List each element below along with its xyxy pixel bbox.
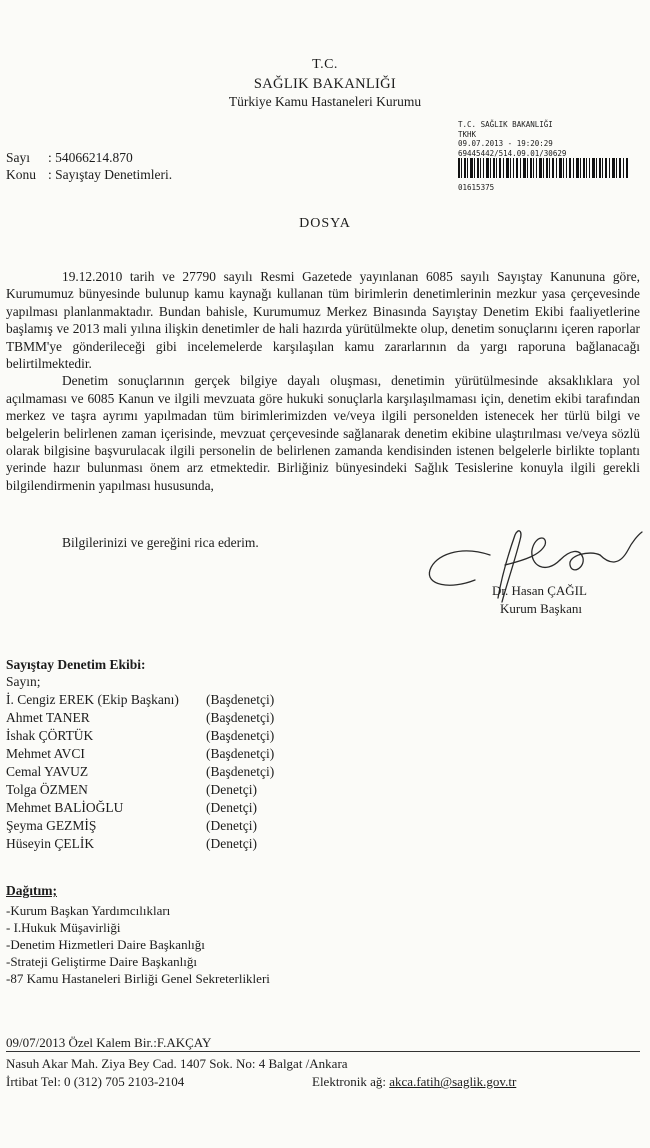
- member-role: (Başdenetçi): [206, 710, 275, 725]
- stamp-line-2: TKHK: [458, 129, 477, 139]
- member-name: İshak ÇÖRTÜK: [6, 728, 94, 743]
- footer-address: Nasuh Akar Mah. Ziya Bey Cad. 1407 Sok. No: 4 Balgat /Ankara: [6, 1056, 348, 1071]
- email-link[interactable]: akca.fatih@saglik.gov.tr: [389, 1074, 517, 1089]
- member-role: (Denetçi): [206, 836, 257, 851]
- member-role: (Başdenetçi): [206, 692, 275, 707]
- konu-value: : Sayıştay Denetimleri.: [48, 167, 173, 182]
- barcode-number: 01615375: [458, 183, 495, 192]
- body-paragraph-1: 19.12.2010 tarih ve 27790 sayılı Resmi Gazetede yayınlanan 6085 sayılı Sayıştay Kanununa göre, Kurumumuz bünyesinde bulunup kamu kaynağı kullanan tüm birimlerin denetimlerinin mezkur yasa çerçevesinde yapılması planlanmaktadır. Bundan bahisle, Kurumumuz Merkez Binasında Sayıştay Denetim Ekibi faaliyetlerine başlamış ve 2013 mali yılına ilişkin denetimler de hali hazırda yürütülmekte olup, denetim sonuçlarını içeren raporlar TBMM'ye gönderileceği gibi incelemelerde karşılaşılan kamu zararlarının da yargı raporuna bağlanacağı belirtilmektedir.: [6, 269, 640, 372]
- body-paragraph-2: Denetim sonuçlarının gerçek bilgiye dayalı oluşması, denetimin yürütülmesinde aksaklıklara yol açılmaması ve 6085 Kanun ve ilgili mevzuata göre hukuki sonuçlarla karşılaşılmaması için, denetim ekibi tarafından merkez ve taşra ayrımı yapılmadan tüm birimlerimizden ve/veya ilgili personelden istenecek her türlü bilgi ve belgelerin belirlenen zaman içerisinde, mevzuat çerçevesinde sağlanarak denetim ekibine ulaştırılması ve/veya sözlü olarak bilgisine başvurulacak ilgili personelin de belirlenen zamanda kendisinden istenen belgelerle birlikte toplantı yerinde hazır bulunması önem arz etmektedir. Birliğiniz bünyesindeki Sağlık Tesislerine konuyla ilgili gerekli bilgilendirmenin yapılması hususunda,: [6, 373, 640, 493]
- konu-row: [6, 167, 172, 183]
- member-role: (Başdenetçi): [206, 746, 275, 761]
- barcode: [458, 158, 628, 178]
- distribution-title: Dağıtım;: [6, 883, 57, 898]
- stamp-line-1: T.C. SAĞLIK BAKANLIĞI: [458, 120, 553, 129]
- distribution-item: - I.Hukuk Müşavirliği: [6, 920, 121, 935]
- distribution-item: -87 Kamu Hastaneleri Birliği Genel Sekreterlikleri: [6, 971, 270, 986]
- team-member: [6, 800, 306, 818]
- member-name: Mehmet BALİOĞLU: [6, 800, 124, 815]
- stamp-line-3: 09.07.2013 - 19:20:29: [458, 139, 553, 148]
- team-member: [6, 818, 306, 836]
- prepared-by: 09/07/2013 Özel Kalem Bir.:F.AKÇAY: [6, 1035, 212, 1050]
- team-member: [6, 836, 306, 854]
- member-name: Cemal YAVUZ: [6, 764, 89, 779]
- body-text: [6, 268, 640, 494]
- team-member: [6, 728, 306, 746]
- team-member: [6, 692, 306, 710]
- header-ministry: SAĞLIK BAKANLIĞI: [253, 76, 397, 92]
- member-name: Şeyma GEZMİŞ: [6, 818, 97, 833]
- distribution-item: -Kurum Başkan Yardımcılıkları: [6, 903, 171, 918]
- team-member: [6, 746, 306, 764]
- member-role: (Başdenetçi): [206, 728, 275, 743]
- stamp-line-4: 69445442/514.09.01/30629: [458, 148, 567, 158]
- sayi-row: [6, 150, 133, 166]
- header-tc: T.C.: [312, 57, 338, 72]
- signatory-title: Kurum Başkanı: [500, 601, 582, 616]
- konu-label: Konu: [6, 167, 36, 182]
- member-name: Ahmet TANER: [6, 710, 90, 725]
- member-role: (Denetçi): [206, 818, 257, 833]
- signatory-name: Dr. Hasan ÇAĞIL: [492, 583, 587, 598]
- registry-stamp: [458, 120, 566, 158]
- document-type: DOSYA: [299, 216, 351, 231]
- team-title: Sayıştay Denetim Ekibi:: [6, 657, 146, 672]
- team-member: [6, 782, 306, 800]
- footer-email-row: [312, 1074, 516, 1090]
- member-role: (Denetçi): [206, 800, 257, 815]
- distribution-item: -Denetim Hizmetleri Daire Başkanlığı: [6, 937, 205, 952]
- footer-phone: İrtibat Tel: 0 (312) 705 2103-2104: [6, 1074, 185, 1089]
- footer-divider: [6, 1051, 640, 1052]
- sayi-label: Sayı: [6, 150, 31, 165]
- member-name: Tolga ÖZMEN: [6, 782, 88, 797]
- closing-sentence: Bilgilerinizi ve gereğini rica ederim.: [62, 535, 259, 550]
- team-member: [6, 764, 306, 782]
- member-role: (Denetçi): [206, 782, 257, 797]
- sayi-value: : 54066214.870: [48, 150, 133, 165]
- distribution-item: -Strateji Geliştirme Daire Başkanlığı: [6, 954, 197, 969]
- member-name: İ. Cengiz EREK (Ekip Başkanı): [6, 692, 179, 707]
- member-name: Mehmet AVCI: [6, 746, 85, 761]
- team-member: [6, 710, 306, 728]
- header-institution: Türkiye Kamu Hastaneleri Kurumu: [228, 94, 422, 109]
- email-label: Elektronik ağ:: [312, 1074, 387, 1089]
- team-salutation: Sayın;: [6, 674, 41, 689]
- member-name: Hüseyin ÇELİK: [6, 836, 95, 851]
- member-role: (Başdenetçi): [206, 764, 275, 779]
